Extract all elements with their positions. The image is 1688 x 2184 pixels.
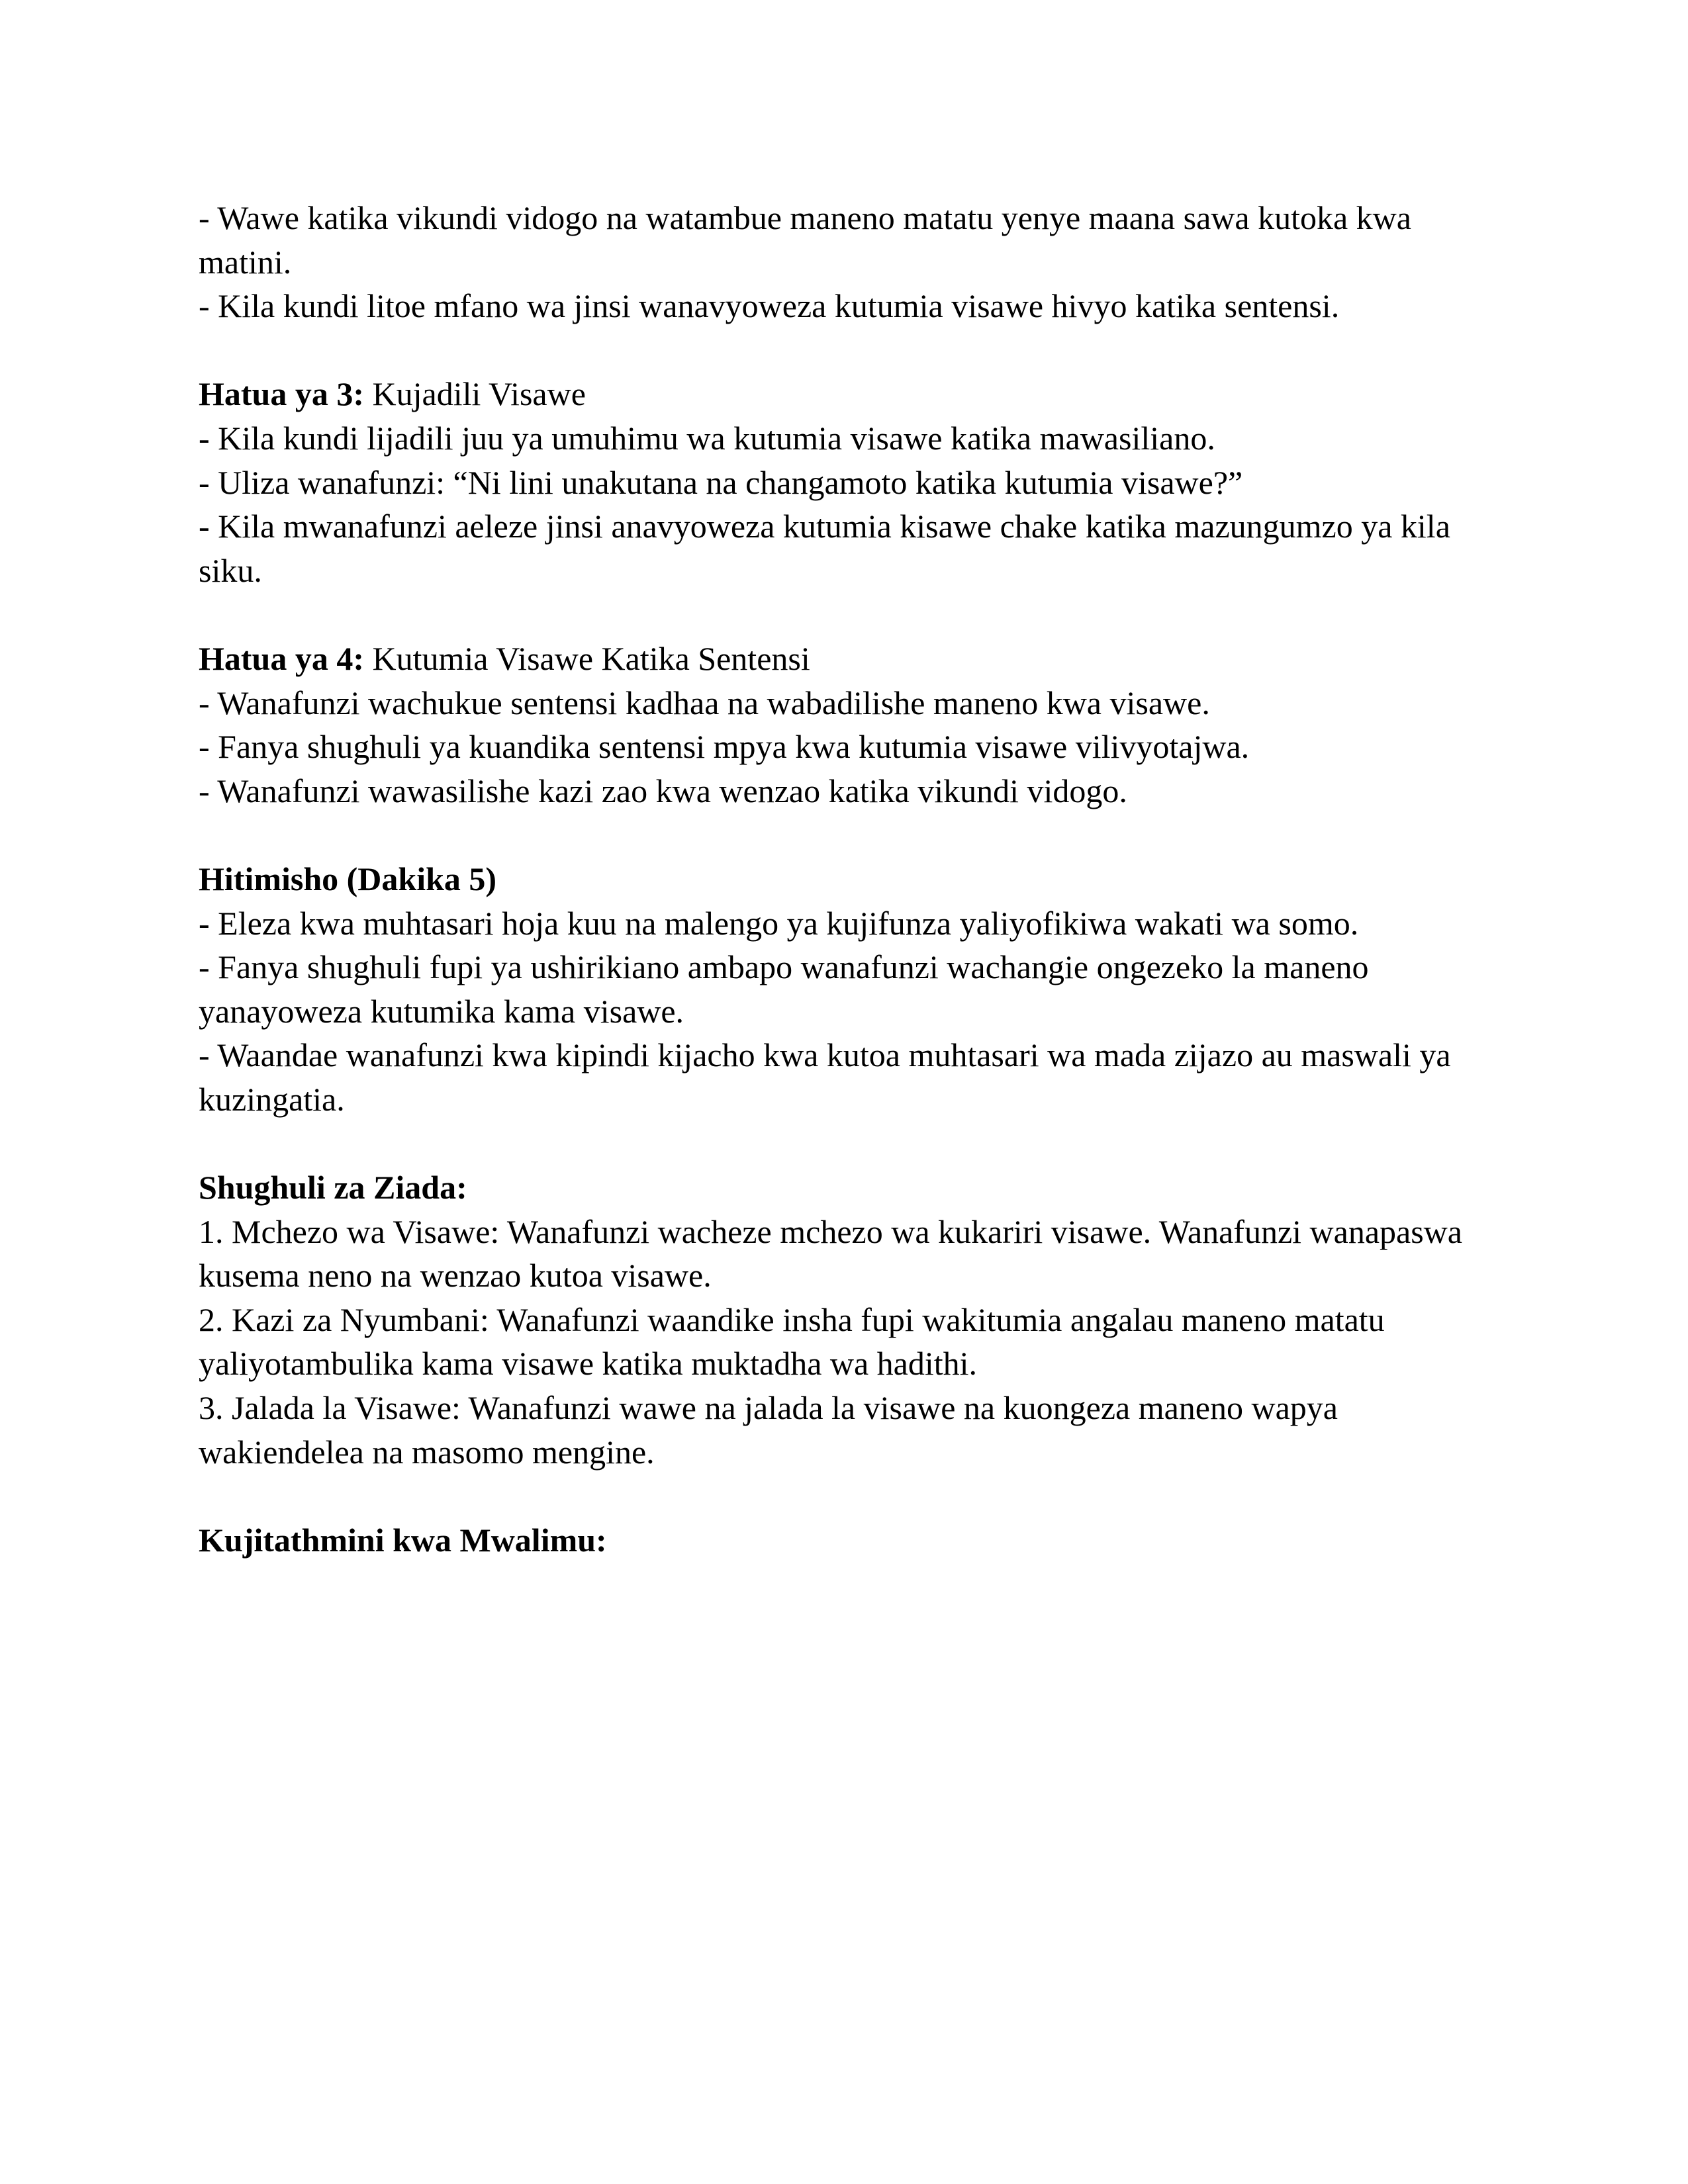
step-3-label: Hatua ya 3: bbox=[199, 375, 364, 413]
step-4-label: Hatua ya 4: bbox=[199, 639, 364, 677]
numbered-item-continuation: kusema neno na wenzao kutoa visawe. bbox=[199, 1257, 712, 1295]
bullet-line: - Kila mwanafunzi aeleze jinsi anavyoweza kutumia kisawe chake katika mazungumzo ya kila bbox=[199, 508, 1450, 545]
intro-section bbox=[199, 196, 1496, 328]
self-assessment-section bbox=[199, 1518, 1496, 1563]
numbered-item-continuation: wakiendelea na masomo mengine. bbox=[199, 1433, 655, 1471]
step-3-section bbox=[199, 372, 1496, 592]
extra-activities-section bbox=[199, 1165, 1496, 1474]
spacer bbox=[199, 1121, 1496, 1165]
bullet-line: - Eleza kwa muhtasari hoja kuu na malengo ya kujifunza yaliyofikiwa wakati wa somo. bbox=[199, 904, 1359, 942]
step-4-section bbox=[199, 637, 1496, 813]
bullet-line: - Fanya shughuli ya kuandika sentensi mpya kwa kutumia visawe vilivyotajwa. bbox=[199, 728, 1250, 766]
step-3-title: Kujadili Visawe bbox=[364, 375, 586, 413]
document-page bbox=[199, 196, 1496, 1562]
numbered-item-continuation: yaliyotambulika kama visawe katika muktadha wa hadithi. bbox=[199, 1345, 978, 1383]
bullet-line-continuation: kuzingatia. bbox=[199, 1080, 345, 1118]
bullet-line-continuation: siku. bbox=[199, 551, 262, 589]
bullet-line: - Kila kundi lijadili juu ya umuhimu wa kutumia visawe katika mawasiliano. bbox=[199, 419, 1215, 457]
spacer bbox=[199, 813, 1496, 857]
bullet-line: - Waandae wanafunzi kwa kipindi kijacho kwa kutoa muhtasari wa mada zijazo au maswali ya bbox=[199, 1036, 1451, 1074]
numbered-item: 1. Mchezo wa Visawe: Wanafunzi wacheze mchezo wa kukariri visawe. Wanafunzi wanapaswa bbox=[199, 1212, 1462, 1250]
numbered-item: 2. Kazi za Nyumbani: Wanafunzi waandike insha fupi wakitumia angalau maneno matatu bbox=[199, 1300, 1385, 1338]
step-4-heading bbox=[199, 637, 1496, 681]
bullet-line-continuation: matini. bbox=[199, 243, 292, 281]
bullet-line-continuation: yanayoweza kutumika kama visawe. bbox=[199, 992, 684, 1030]
self-assessment-heading: Kujitathmini kwa Mwalimu: bbox=[199, 1521, 607, 1559]
spacer bbox=[199, 1474, 1496, 1518]
step-3-heading bbox=[199, 372, 1496, 416]
numbered-item: 3. Jalada la Visawe: Wanafunzi wawe na jalada la visawe na kuongeza maneno wapya bbox=[199, 1389, 1338, 1427]
bullet-line: - Wanafunzi wawasilishe kazi zao kwa wenzao katika vikundi vidogo. bbox=[199, 772, 1127, 809]
conclusion-heading: Hitimisho (Dakika 5) bbox=[199, 860, 497, 897]
extra-activities-heading: Shughuli za Ziada: bbox=[199, 1169, 467, 1206]
spacer bbox=[199, 592, 1496, 637]
bullet-line: - Uliza wanafunzi: “Ni lini unakutana na changamoto katika kutumia visawe?” bbox=[199, 463, 1243, 501]
bullet-line: - Fanya shughuli fupi ya ushirikiano ambapo wanafunzi wachangie ongezeko la maneno bbox=[199, 948, 1369, 986]
conclusion-section bbox=[199, 857, 1496, 1122]
bullet-line: - Kila kundi litoe mfano wa jinsi wanavyoweza kutumia visawe hivyo katika sentensi. bbox=[199, 287, 1340, 325]
spacer bbox=[199, 328, 1496, 373]
bullet-line: - Wanafunzi wachukue sentensi kadhaa na wabadilishe maneno kwa visawe. bbox=[199, 684, 1210, 721]
bullet-line: - Wawe katika vikundi vidogo na watambue maneno matatu yenye maana sawa kutoka kwa bbox=[199, 199, 1411, 236]
step-4-title: Kutumia Visawe Katika Sentensi bbox=[364, 639, 810, 677]
